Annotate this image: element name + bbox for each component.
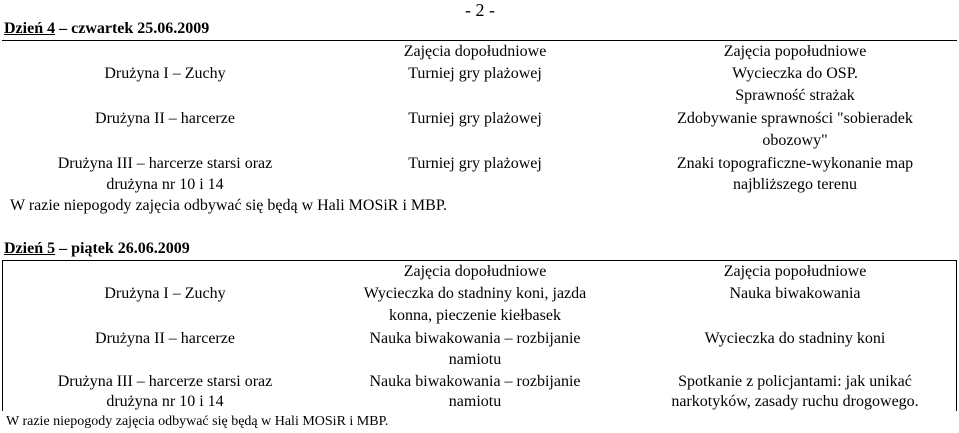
- day5-col-afternoon: Zajęcia popołudniowe: [723, 263, 867, 280]
- day4-row1-team: Drużyna I – Zuchy: [104, 65, 226, 82]
- day4-row2-team: Drużyna II – harcerze: [95, 110, 235, 127]
- day4-heading-date: – czwartek 25.06.2009: [55, 20, 210, 37]
- day5-row2-morning-2: namiotu: [448, 351, 502, 368]
- day5-row3-team-2: drużyna nr 10 i 14: [106, 393, 224, 410]
- day4-row3-team-1: Drużyna III – harcerze starsi oraz: [57, 155, 273, 172]
- day4-row3-afternoon-1: Znaki topograficzne-wykonanie map: [676, 155, 914, 172]
- day4-col-morning: Zajęcia dopołudniowe: [403, 43, 547, 60]
- day4-row2-afternoon-2: obozowy": [762, 132, 828, 149]
- day4-heading: [4, 20, 209, 38]
- day4-row1-morning: Turniej gry plażowej: [408, 65, 542, 82]
- day5-row1-afternoon: Nauka biwakowania: [729, 285, 861, 302]
- day5-weather-note: W razie niepogody zajęcia odbywać się będą w Hali MOSiR i MBP.: [6, 414, 389, 429]
- day5-row2-afternoon: Wycieczka do stadniny koni: [704, 330, 886, 347]
- day4-row3-afternoon-2: najbliższego terenu: [733, 176, 857, 193]
- day5-row3-afternoon-2: narkotyków, zasady ruchu drogowego.: [671, 393, 919, 410]
- day4-row1-afternoon-2: Sprawność strażak: [735, 87, 855, 104]
- day4-row3-team-2: drużyna nr 10 i 14: [106, 176, 224, 193]
- day5-table-top-rule: [2, 260, 957, 261]
- day5-row3-team-1: Drużyna III – harcerze starsi oraz: [57, 373, 273, 390]
- day5-row3-afternoon-1: Spotkanie z policjantami: jak unikać: [678, 373, 912, 390]
- day5-row1-team: Drużyna I – Zuchy: [104, 285, 226, 302]
- day4-heading-day: Dzień 4: [4, 20, 56, 37]
- day4-weather-note: W razie niepogody zajęcia odbywać się będą w Hali MOSiR i MBP.: [10, 197, 447, 214]
- day5-row3-morning-2: namiotu: [448, 393, 502, 410]
- day5-row1-morning-2: konna, pieczenie kiełbasek: [389, 307, 561, 324]
- day4-row1-afternoon-1: Wycieczka do OSP.: [732, 65, 858, 82]
- day4-row2-afternoon-1: Zdobywanie sprawności "sobieradek: [677, 110, 913, 127]
- day4-col-afternoon: Zajęcia popołudniowe: [723, 43, 867, 60]
- day4-row3-morning: Turniej gry plażowej: [408, 155, 542, 172]
- page-number: - 2 -: [465, 0, 495, 20]
- day5-row3-morning-1: Nauka biwakowania – rozbijanie: [369, 373, 581, 390]
- day5-table-right-rule: [956, 260, 957, 411]
- day4-row2-morning: Turniej gry plażowej: [408, 110, 542, 127]
- day5-heading: [4, 240, 190, 258]
- day5-col-morning: Zajęcia dopołudniowe: [403, 263, 547, 280]
- day5-heading-day: Dzień 5: [4, 240, 56, 257]
- day5-row2-morning-1: Nauka biwakowania – rozbijanie: [369, 330, 581, 347]
- day5-heading-date: – piątek 26.06.2009: [55, 240, 190, 257]
- day5-row2-team: Drużyna II – harcerze: [95, 330, 235, 347]
- day5-row1-morning-1: Wycieczka do stadniny koni, jazda: [363, 285, 587, 302]
- day4-table-top-rule: [2, 40, 957, 41]
